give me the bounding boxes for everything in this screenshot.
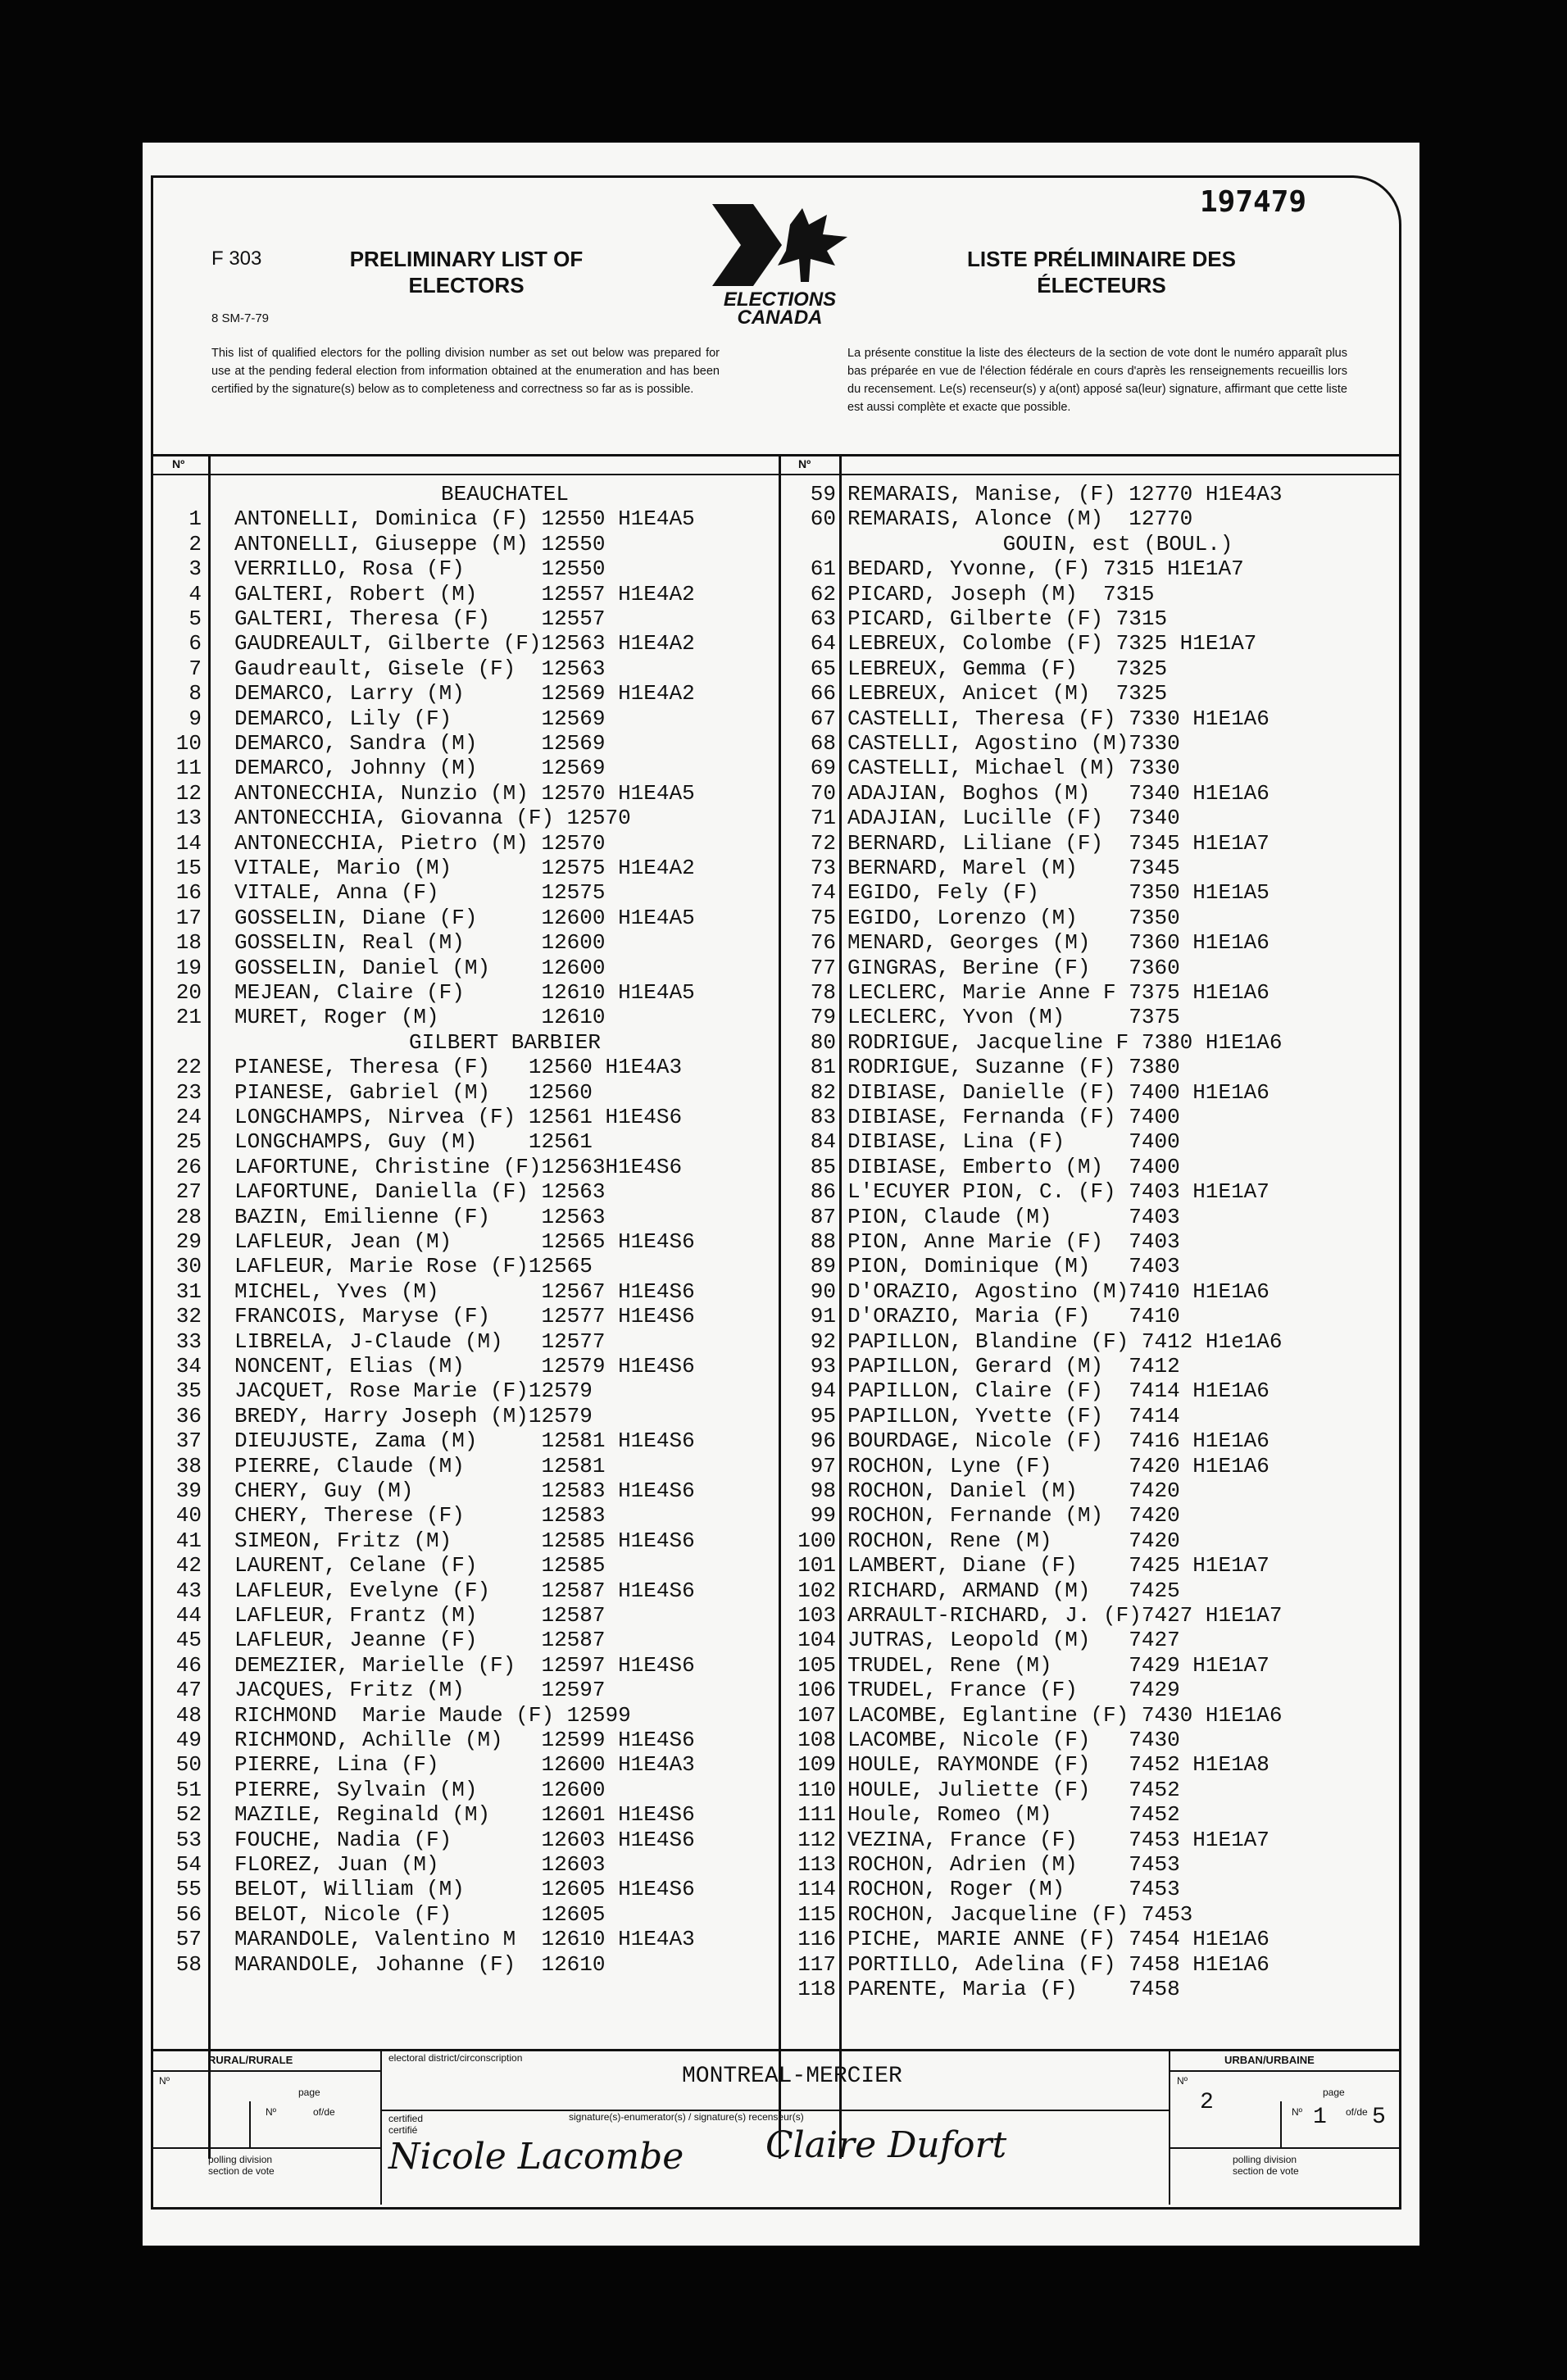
elector-entry: HOULE, RAYMONDE (F) 7452 H1E1A8 — [847, 1752, 1269, 1778]
title-french-line1: LISTE PRÉLIMINAIRE DES — [967, 247, 1236, 271]
elector-entry: RICHMOND, Achille (M) 12599 H1E4S6 — [234, 1728, 695, 1752]
elector-entry: BELOT, Nicole (F) 12605 — [234, 1901, 606, 1927]
elector-entry: D'ORAZIO, Maria (F) 7410 — [847, 1304, 1180, 1329]
elector-number: 56 — [175, 1901, 202, 1927]
elector-number: 28 — [175, 1204, 202, 1229]
elector-entry: LAFLEUR, Evelyne (F) 12587 H1E4S6 — [234, 1578, 695, 1603]
elector-entry: LACOMBE, Nicole (F) 7430 — [847, 1728, 1180, 1752]
elector-number: 48 — [175, 1702, 202, 1728]
footer-top-rule — [151, 2049, 1401, 2051]
elector-entry: MICHEL, Yves (M) 12567 H1E4S6 — [234, 1279, 695, 1304]
elector-entry: PAPILLON, Yvette (F) 7414 — [847, 1403, 1180, 1428]
elector-number: 41 — [175, 1528, 202, 1553]
elector-number: 98 — [810, 1478, 836, 1503]
elector-number: 85 — [810, 1154, 836, 1179]
elector-number: 57 — [175, 1927, 202, 1952]
elector-number: 26 — [175, 1154, 202, 1179]
elector-number: 31 — [175, 1279, 202, 1304]
elector-number: 52 — [175, 1802, 202, 1828]
elector-number: 75 — [810, 905, 836, 930]
elector-number: 71 — [810, 806, 836, 831]
elector-number: 50 — [175, 1752, 202, 1778]
elector-entry: LONGCHAMPS, Guy (M) 12561 — [234, 1129, 593, 1155]
elector-entry: MARANDOLE, Valentino M 12610 H1E4A3 — [234, 1927, 695, 1952]
urban-page-label: page — [1323, 2087, 1345, 2098]
elector-number: 117 — [797, 1951, 836, 1977]
rural-no-label: Nº — [159, 2075, 170, 2087]
elector-number: 62 — [810, 581, 836, 606]
elector-number: 49 — [175, 1728, 202, 1752]
elector-number: 86 — [810, 1179, 836, 1205]
elector-number: 82 — [810, 1079, 836, 1105]
signature-label: signature(s)-enumerator(s) / signature(s) recenseur(s) — [569, 2111, 804, 2123]
urban-page-no-label: Nº — [1292, 2106, 1303, 2118]
elector-entry: DIBIASE, Danielle (F) 7400 H1E1A6 — [847, 1079, 1269, 1105]
elector-entry: ANTONELLI, Giuseppe (M) 12550 — [234, 531, 606, 556]
street-section-heading: GILBERT BARBIER — [408, 1029, 602, 1055]
elector-entry: CASTELLI, Theresa (F) 7330 H1E1A6 — [847, 706, 1269, 731]
elector-number: 1 — [188, 506, 202, 532]
elector-number: 9 — [188, 706, 202, 731]
elector-entry: ROCHON, Roger (M) 7453 — [847, 1877, 1180, 1902]
elector-entry: CHERY, Therese (F) 12583 — [234, 1503, 606, 1528]
urban-no-label: Nº — [1177, 2075, 1188, 2087]
elector-entry: LEBREUX, Anicet (M) 7325 — [847, 681, 1168, 706]
elector-number: 77 — [810, 955, 836, 980]
elector-number: 55 — [175, 1877, 202, 1902]
elector-entry: BERNARD, Marel (M) 7345 — [847, 856, 1180, 880]
elector-number: 19 — [175, 955, 202, 980]
intro-french: La présente constitue la liste des électeurs de la section de vote dont le numéro apparaît plus bas préparée en vue de l'élection fédérale en cours d'après les renseignements recueillis lors du recensement. Le(s) recenseur(s) y a(ont) apposé sa(leur) signature, affirmant que cette liste est aussi complète et exacte que possible. — [847, 347, 1347, 414]
elector-number: 51 — [175, 1777, 202, 1802]
elector-entry: ANTONELLI, Dominica (F) 12550 H1E4A5 — [234, 506, 695, 532]
elector-number: 24 — [175, 1105, 202, 1129]
elector-entry: MEJEAN, Claire (F) 12610 H1E4A5 — [234, 980, 695, 1005]
elector-number: 112 — [797, 1827, 836, 1852]
elector-number: 110 — [797, 1777, 836, 1802]
center-divider — [779, 454, 781, 2159]
elector-entry: DEMARCO, Larry (M) 12569 H1E4A2 — [234, 681, 695, 706]
elector-number: 113 — [797, 1852, 836, 1877]
title-english-line1: PRELIMINARY LIST OF — [349, 247, 584, 271]
elector-number: 61 — [810, 556, 836, 582]
urban-label: URBAN/URBAINE — [1224, 2054, 1315, 2066]
elector-number: 108 — [797, 1728, 836, 1752]
elector-number: 103 — [797, 1603, 836, 1628]
elector-entry: VERRILLO, Rosa (F) 12550 — [234, 556, 606, 582]
elector-entry: MARANDOLE, Johanne (F) 12610 — [234, 1951, 606, 1977]
elector-entry: BREDY, Harry Joseph (M)12579 — [234, 1403, 593, 1428]
elector-number: 93 — [810, 1354, 836, 1378]
footer-rural-bottom-rule — [151, 2147, 380, 2149]
elector-number: 40 — [175, 1503, 202, 1528]
elector-number: 114 — [797, 1877, 836, 1902]
elector-number: 15 — [175, 856, 202, 880]
elector-number: 102 — [797, 1578, 836, 1603]
elector-number: 4 — [188, 581, 202, 606]
title-english — [331, 246, 602, 298]
elector-number: 74 — [810, 880, 836, 906]
elector-entry: ROCHON, Lyne (F) 7420 H1E1A6 — [847, 1453, 1269, 1478]
form-code: F 303 — [211, 248, 262, 270]
elector-number: 68 — [810, 731, 836, 756]
elector-number: 83 — [810, 1105, 836, 1129]
elector-entry: Houle, Romeo (M) 7452 — [847, 1802, 1180, 1828]
elector-entry: JACQUES, Fritz (M) 12597 — [234, 1678, 606, 1703]
urban-polling-division-fr: section de vote — [1233, 2165, 1299, 2177]
right-number-divider — [839, 454, 842, 2159]
elector-entry: L'ECUYER PION, C. (F) 7403 H1E1A7 — [847, 1179, 1269, 1205]
elector-entry: CASTELLI, Michael (M) 7330 — [847, 756, 1180, 781]
elector-number: 59 — [810, 482, 836, 506]
rural-page-label: page — [298, 2087, 320, 2098]
elector-entry: PICARD, Gilberte (F) 7315 — [847, 606, 1168, 631]
elector-number: 30 — [175, 1254, 202, 1279]
elector-entry: PAPILLON, Gerard (M) 7412 — [847, 1354, 1180, 1378]
elector-number: 66 — [810, 681, 836, 706]
elector-entry: VITALE, Mario (M) 12575 H1E4A2 — [234, 856, 695, 880]
elector-number: 6 — [188, 631, 202, 656]
elector-number: 95 — [810, 1403, 836, 1428]
elector-entry: RODRIGUE, Jacqueline F 7380 H1E1A6 — [847, 1029, 1283, 1055]
rural-label: RURAL/RURALE — [208, 2054, 293, 2066]
elector-number: 65 — [810, 656, 836, 681]
elector-number: 10 — [175, 731, 202, 756]
intro-english: This list of qualified electors for the polling division number as set out below was prepared for use at the pending federal election from information obtained at the enumeration and has been certified by the signature(s) below as to completeness and correctness so far as is possible. — [211, 347, 720, 396]
urban-no-value: 2 — [1200, 2090, 1214, 2115]
certifie-label: certifié — [388, 2124, 418, 2136]
certified-label: certified — [388, 2113, 424, 2124]
elector-entry: PAPILLON, Blandine (F) 7412 H1e1A6 — [847, 1329, 1283, 1354]
maple-leaf-x-logo-icon — [704, 200, 856, 290]
elector-entry: VITALE, Anna (F) 12575 — [234, 880, 606, 906]
footer-urban-inner-divider — [1280, 2101, 1282, 2147]
elector-entry: EGIDO, Fely (F) 7350 H1E1A5 — [847, 880, 1269, 906]
elector-entry: PICARD, Joseph (M) 7315 — [847, 581, 1155, 606]
elector-number: 106 — [797, 1678, 836, 1703]
elector-number: 70 — [810, 780, 836, 806]
elector-number: 37 — [175, 1428, 202, 1454]
elector-entry: PORTILLO, Adelina (F) 7458 H1E1A6 — [847, 1951, 1269, 1977]
elector-entry: LONGCHAMPS, Nirvea (F) 12561 H1E4S6 — [234, 1105, 683, 1129]
street-section-heading: BEAUCHATEL — [440, 482, 570, 506]
elector-number: 97 — [810, 1453, 836, 1478]
elector-entry: LEBREUX, Colombe (F) 7325 H1E1A7 — [847, 631, 1257, 656]
elector-number: 100 — [797, 1528, 836, 1553]
elector-entry: GINGRAS, Berine (F) 7360 — [847, 955, 1180, 980]
elector-number: 58 — [175, 1951, 202, 1977]
elector-entry: PIERRE, Lina (F) 12600 H1E4A3 — [234, 1752, 695, 1778]
enumerator-signature-2: Claire Dufort — [765, 2124, 1007, 2166]
elector-number: 99 — [810, 1503, 836, 1528]
elector-number: 13 — [175, 806, 202, 831]
elector-entry: JACQUET, Rose Marie (F)12579 — [234, 1378, 593, 1404]
district-label: electoral district/circonscription — [388, 2052, 523, 2064]
urban-of-value: 5 — [1372, 2105, 1386, 2130]
title-english-line2: ELECTORS — [408, 273, 525, 298]
elector-number: 118 — [797, 1977, 836, 2001]
elector-entry: ROCHON, Rene (M) 7420 — [847, 1528, 1180, 1553]
title-french-line2: ÉLECTEURS — [1037, 273, 1166, 298]
elector-number: 78 — [810, 980, 836, 1005]
elector-entry: BAZIN, Emilienne (F) 12563 — [234, 1204, 606, 1229]
elector-entry: ROCHON, Daniel (M) 7420 — [847, 1478, 1180, 1503]
elector-entry: LAFORTUNE, Daniella (F) 12563 — [234, 1179, 606, 1205]
elector-entry: GAUDREAULT, Gilberte (F)12563 H1E4A2 — [234, 631, 695, 656]
footer-rural-rule — [151, 2070, 380, 2072]
urban-page-value: 1 — [1313, 2105, 1327, 2130]
elector-number: 39 — [175, 1478, 202, 1503]
elector-number: 36 — [175, 1403, 202, 1428]
elector-number: 91 — [810, 1304, 836, 1329]
elector-number: 84 — [810, 1129, 836, 1155]
serial-number: 197479 — [1200, 185, 1307, 219]
elector-entry: PARENTE, Maria (F) 7458 — [847, 1977, 1180, 2001]
rural-polling-division-fr: section de vote — [208, 2165, 275, 2177]
elector-number: 29 — [175, 1229, 202, 1254]
elector-entry: ANTONECCHIA, Nunzio (M) 12570 H1E4A5 — [234, 780, 695, 806]
elector-entry: PION, Dominique (M) 7403 — [847, 1254, 1180, 1279]
elector-number: 27 — [175, 1179, 202, 1205]
elector-entry: RICHARD, ARMAND (M) 7425 — [847, 1578, 1180, 1603]
enumerator-signature-1: Nicole Lacombe — [388, 2136, 684, 2178]
title-french — [929, 246, 1274, 298]
elector-number: 32 — [175, 1304, 202, 1329]
elector-number: 18 — [175, 930, 202, 956]
footer-urban-rule — [1169, 2070, 1401, 2072]
footer-rural-inner-divider — [249, 2101, 251, 2147]
elector-entry: BOURDAGE, Nicole (F) 7416 H1E1A6 — [847, 1428, 1269, 1454]
elector-number: 69 — [810, 756, 836, 781]
elector-entry: ANTONECCHIA, Pietro (M) 12570 — [234, 830, 606, 856]
elector-entry: ADAJIAN, Lucille (F) 7340 — [847, 806, 1180, 831]
elector-number: 22 — [175, 1055, 202, 1080]
rural-page-no-label: Nº — [266, 2106, 277, 2118]
elector-number: 44 — [175, 1603, 202, 1628]
elector-number: 81 — [810, 1055, 836, 1080]
elector-entry: GALTERI, Robert (M) 12557 H1E4A2 — [234, 581, 695, 606]
elector-number: 14 — [175, 830, 202, 856]
elector-entry: BEDARD, Yvonne, (F) 7315 H1E1A7 — [847, 556, 1244, 582]
elector-number: 115 — [797, 1901, 836, 1927]
elector-number: 3 — [188, 556, 202, 582]
footer-urban-bottom-rule — [1169, 2147, 1401, 2149]
elector-number: 73 — [810, 856, 836, 880]
elector-number: 21 — [175, 1005, 202, 1030]
elector-number: 2 — [188, 531, 202, 556]
elector-number: 105 — [797, 1652, 836, 1678]
elector-number: 23 — [175, 1079, 202, 1105]
elector-entry: ANTONECCHIA, Giovanna (F) 12570 — [234, 806, 631, 831]
electoral-district: MONTREAL-MERCIER — [682, 2064, 902, 2089]
elector-number: 92 — [810, 1329, 836, 1354]
elector-number: 54 — [175, 1852, 202, 1877]
right-number-header: Nº — [798, 457, 811, 470]
elector-entry: ROCHON, Fernande (M) 7420 — [847, 1503, 1180, 1528]
left-number-divider — [208, 454, 211, 2159]
elector-entry: ROCHON, Adrien (M) 7453 — [847, 1852, 1180, 1877]
elector-number: 72 — [810, 830, 836, 856]
elector-entry: RODRIGUE, Suzanne (F) 7380 — [847, 1055, 1180, 1080]
elector-entry: GOSSELIN, Diane (F) 12600 H1E4A5 — [234, 905, 695, 930]
document-page — [143, 143, 1419, 2246]
elector-entry: DIBIASE, Fernanda (F) 7400 — [847, 1105, 1180, 1129]
elector-number: 111 — [797, 1802, 836, 1828]
elector-number: 87 — [810, 1204, 836, 1229]
left-number-header: Nº — [172, 457, 185, 470]
elector-entry: LECLERC, Yvon (M) 7375 — [847, 1005, 1180, 1030]
elector-entry: CASTELLI, Agostino (M)7330 — [847, 731, 1180, 756]
elector-number: 20 — [175, 980, 202, 1005]
logo-text-elections: ELECTIONS — [723, 288, 837, 311]
elector-entry: PIERRE, Claude (M) 12581 — [234, 1453, 606, 1478]
elector-entry: GOSSELIN, Real (M) 12600 — [234, 930, 606, 956]
elector-entry: Gaudreault, Gisele (F) 12563 — [234, 656, 606, 681]
elector-entry: CHERY, Guy (M) 12583 H1E4S6 — [234, 1478, 695, 1503]
elector-entry: TRUDEL, France (F) 7429 — [847, 1678, 1180, 1703]
elector-number: 53 — [175, 1827, 202, 1852]
elector-entry: RICHMOND Marie Maude (F) 12599 — [234, 1702, 631, 1728]
elector-entry: MAZILE, Reginald (M) 12601 H1E4S6 — [234, 1802, 695, 1828]
elector-entry: PICHE, MARIE ANNE (F) 7454 H1E1A6 — [847, 1927, 1269, 1952]
elector-entry: FOUCHE, Nadia (F) 12603 H1E4S6 — [234, 1827, 695, 1852]
elector-number: 96 — [810, 1428, 836, 1454]
elector-entry: DIEUJUSTE, Zama (M) 12581 H1E4S6 — [234, 1428, 695, 1454]
elector-number: 101 — [797, 1553, 836, 1578]
elector-entry: PAPILLON, Claire (F) 7414 H1E1A6 — [847, 1378, 1269, 1404]
elector-number: 94 — [810, 1378, 836, 1404]
table-top-rule — [151, 454, 1401, 456]
elector-number: 67 — [810, 706, 836, 731]
elector-entry: ROCHON, Jacqueline (F) 7453 — [847, 1901, 1193, 1927]
elector-number: 89 — [810, 1254, 836, 1279]
elector-entry: LAFLEUR, Frantz (M) 12587 — [234, 1603, 606, 1628]
elector-number: 34 — [175, 1354, 202, 1378]
elector-entry: DIBIASE, Emberto (M) 7400 — [847, 1154, 1180, 1179]
elector-entry: LAFORTUNE, Christine (F)12563H1E4S6 — [234, 1154, 683, 1179]
elector-entry: LEBREUX, Gemma (F) 7325 — [847, 656, 1168, 681]
elector-number: 47 — [175, 1678, 202, 1703]
elector-entry: PIANESE, Theresa (F) 12560 H1E4A3 — [234, 1055, 683, 1080]
elector-entry: TRUDEL, Rene (M) 7429 H1E1A7 — [847, 1652, 1269, 1678]
elector-number: 107 — [797, 1702, 836, 1728]
elector-entry: LAFLEUR, Marie Rose (F)12565 — [234, 1254, 593, 1279]
elector-entry: LAFLEUR, Jeanne (F) 12587 — [234, 1628, 606, 1653]
rural-polling-division-en: polling division — [208, 2154, 273, 2165]
elector-number: 42 — [175, 1553, 202, 1578]
elector-entry: DEMARCO, Sandra (M) 12569 — [234, 731, 606, 756]
elector-number: 7 — [188, 656, 202, 681]
elector-entry: DEMARCO, Johnny (M) 12569 — [234, 756, 606, 781]
elector-entry: VEZINA, France (F) 7453 H1E1A7 — [847, 1827, 1269, 1852]
elector-number: 12 — [175, 780, 202, 806]
elector-entry: REMARAIS, Manise, (F) 12770 H1E4A3 — [847, 482, 1283, 506]
elector-entry: ADAJIAN, Boghos (M) 7340 H1E1A6 — [847, 780, 1269, 806]
elector-entry: ARRAULT-RICHARD, J. (F)7427 H1E1A7 — [847, 1603, 1283, 1628]
elector-entry: MENARD, Georges (M) 7360 H1E1A6 — [847, 930, 1269, 956]
elector-entry: SIMEON, Fritz (M) 12585 H1E4S6 — [234, 1528, 695, 1553]
elector-entry: NONCENT, Elias (M) 12579 H1E4S6 — [234, 1354, 695, 1378]
elector-number: 104 — [797, 1628, 836, 1653]
elector-entry: MURET, Roger (M) 12610 — [234, 1005, 606, 1030]
elector-number: 109 — [797, 1752, 836, 1778]
elector-entry: BERNARD, Liliane (F) 7345 H1E1A7 — [847, 830, 1269, 856]
form-small-code: 8 SM-7-79 — [211, 311, 270, 325]
footer-right-divider — [1169, 2049, 1170, 2205]
elector-entry: LAMBERT, Diane (F) 7425 H1E1A7 — [847, 1553, 1269, 1578]
elector-number: 5 — [188, 606, 202, 631]
elector-entry: EGIDO, Lorenzo (M) 7350 — [847, 905, 1180, 930]
elector-number: 63 — [810, 606, 836, 631]
elections-canada-logo — [704, 200, 856, 329]
table-header-rule — [151, 474, 1401, 475]
elector-number: 35 — [175, 1378, 202, 1404]
elector-entry: LAURENT, Celane (F) 12585 — [234, 1553, 606, 1578]
elector-entry: DEMEZIER, Marielle (F) 12597 H1E4S6 — [234, 1652, 695, 1678]
elector-number: 80 — [810, 1029, 836, 1055]
elector-entry: D'ORAZIO, Agostino (M)7410 H1E1A6 — [847, 1279, 1269, 1304]
elector-number: 38 — [175, 1453, 202, 1478]
elector-number: 116 — [797, 1927, 836, 1952]
elector-entry: REMARAIS, Alonce (M) 12770 — [847, 506, 1193, 532]
elector-entry: GALTERI, Theresa (F) 12557 — [234, 606, 606, 631]
elector-entry: PIERRE, Sylvain (M) 12600 — [234, 1777, 606, 1802]
elector-entry: FLOREZ, Juan (M) 12603 — [234, 1852, 606, 1877]
elector-entry: JUTRAS, Leopold (M) 7427 — [847, 1628, 1180, 1653]
rural-of-label: of/de — [313, 2106, 335, 2118]
elector-number: 16 — [175, 880, 202, 906]
elector-number: 11 — [175, 756, 202, 781]
elector-entry: BELOT, William (M) 12605 H1E4S6 — [234, 1877, 695, 1902]
logo-text-canada: CANADA — [737, 307, 823, 329]
elector-entry: LIBRELA, J-Claude (M) 12577 — [234, 1329, 606, 1354]
elector-number: 64 — [810, 631, 836, 656]
elector-number: 45 — [175, 1628, 202, 1653]
elector-entry: PIANESE, Gabriel (M) 12560 — [234, 1079, 593, 1105]
elector-number: 60 — [810, 506, 836, 532]
street-section-heading: GOUIN, est (BOUL.) — [1002, 531, 1233, 556]
elector-number: 76 — [810, 930, 836, 956]
elector-number: 25 — [175, 1129, 202, 1155]
elector-number: 17 — [175, 905, 202, 930]
elector-entry: PION, Claude (M) 7403 — [847, 1204, 1180, 1229]
elector-entry: LECLERC, Marie Anne F 7375 H1E1A6 — [847, 980, 1269, 1005]
elector-entry: DIBIASE, Lina (F) 7400 — [847, 1129, 1180, 1155]
elector-entry: HOULE, Juliette (F) 7452 — [847, 1777, 1180, 1802]
footer-left-divider — [380, 2049, 382, 2205]
elector-number: 79 — [810, 1005, 836, 1030]
elector-number: 90 — [810, 1279, 836, 1304]
elector-number: 88 — [810, 1229, 836, 1254]
elector-entry: PION, Anne Marie (F) 7403 — [847, 1229, 1180, 1254]
elector-entry: LACOMBE, Eglantine (F) 7430 H1E1A6 — [847, 1702, 1283, 1728]
elector-entry: GOSSELIN, Daniel (M) 12600 — [234, 955, 606, 980]
urban-of-label: of/de — [1346, 2106, 1368, 2118]
urban-polling-division-en: polling division — [1233, 2154, 1297, 2165]
elector-entry: DEMARCO, Lily (F) 12569 — [234, 706, 606, 731]
elector-number: 46 — [175, 1652, 202, 1678]
elector-number: 8 — [188, 681, 202, 706]
elector-entry: FRANCOIS, Maryse (F) 12577 H1E4S6 — [234, 1304, 695, 1329]
elector-number: 43 — [175, 1578, 202, 1603]
elector-entry: LAFLEUR, Jean (M) 12565 H1E4S6 — [234, 1229, 695, 1254]
elector-number: 33 — [175, 1329, 202, 1354]
